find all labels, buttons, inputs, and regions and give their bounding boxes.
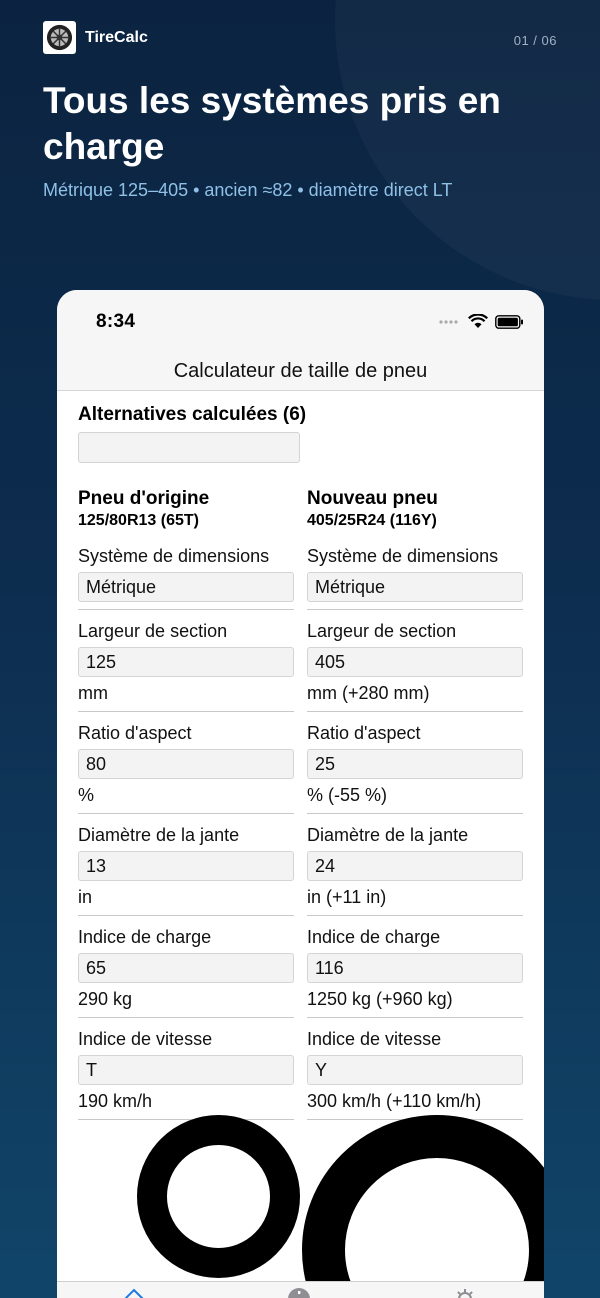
original-dimension-system-select[interactable]: Métrique <box>78 572 294 602</box>
signal-icon <box>439 319 461 325</box>
original-aspect-ratio-field <box>78 721 294 814</box>
field-unit: 290 kg <box>78 989 133 1009</box>
new-tire-visual <box>302 1115 544 1298</box>
alternatives-title: Alternatives calculées (6) <box>78 404 307 425</box>
field-unit: 300 km/h (+110 km/h) <box>307 1091 482 1111</box>
new-dimension-system-field <box>307 544 523 610</box>
field-label: Indice de charge <box>307 927 441 947</box>
field-unit: 1250 kg (+960 kg) <box>307 989 453 1009</box>
field-unit: in <box>78 887 93 907</box>
status-bar <box>57 290 544 354</box>
original-speed-index-field <box>78 1027 294 1120</box>
original-section-width-input[interactable]: 125 <box>78 647 294 677</box>
phone-screen <box>57 290 544 1298</box>
new-section-width-field <box>307 619 523 712</box>
new-aspect-ratio-input[interactable]: 25 <box>307 749 523 779</box>
alternatives-select[interactable] <box>78 432 300 463</box>
headline: Tous les systèmes pris en charge <box>43 80 501 167</box>
brand <box>43 21 148 54</box>
wifi-icon <box>468 314 488 329</box>
new-tire-size: 405/25R24 (116Y) <box>307 512 437 529</box>
new-rim-diameter-input[interactable]: 24 <box>307 851 523 881</box>
new-load-index-input[interactable]: 116 <box>307 953 523 983</box>
nav-title: Calculateur de taille de pneu <box>57 354 544 391</box>
field-label: Ratio d'aspect <box>78 723 192 743</box>
new-speed-index-field <box>307 1027 523 1120</box>
field-label: Diamètre de la jante <box>307 825 469 845</box>
new-tire-column <box>307 489 523 1120</box>
status-time: 8:34 <box>96 311 136 332</box>
info-icon[interactable] <box>287 1287 311 1298</box>
tire-wheel-icon <box>43 21 76 54</box>
field-unit: % <box>78 785 95 805</box>
original-tire-column <box>78 489 294 1120</box>
subline: Métrique 125–405 • ancien ≈82 • diamètre direct LT <box>43 180 453 200</box>
new-aspect-ratio-field <box>307 721 523 814</box>
home-icon[interactable] <box>121 1287 147 1298</box>
original-rim-diameter-field <box>78 823 294 916</box>
gear-icon[interactable] <box>453 1287 477 1298</box>
original-aspect-ratio-input[interactable]: 80 <box>78 749 294 779</box>
field-label: Système de dimensions <box>78 546 270 566</box>
field-label: Système de dimensions <box>307 546 499 566</box>
original-load-index-field <box>78 925 294 1018</box>
original-section-width-field <box>78 619 294 712</box>
field-unit: in (+11 in) <box>307 887 387 907</box>
field-label: Indice de charge <box>78 927 212 947</box>
field-unit: 190 km/h <box>78 1091 153 1111</box>
field-label: Diamètre de la jante <box>78 825 240 845</box>
field-label: Largeur de section <box>78 621 228 641</box>
original-dimension-system-field <box>78 544 294 610</box>
field-unit: mm (+280 mm) <box>307 683 430 703</box>
original-tire-visual <box>137 1115 300 1278</box>
field-unit: % (-55 %) <box>307 785 388 805</box>
new-section-width-input[interactable]: 405 <box>307 647 523 677</box>
new-load-index-field <box>307 925 523 1018</box>
original-speed-index-input[interactable]: T <box>78 1055 294 1085</box>
brand-name: TireCalc <box>85 28 148 46</box>
new-speed-index-input[interactable]: Y <box>307 1055 523 1085</box>
page-indicator: 01 / 06 <box>513 33 557 48</box>
new-tire-title: Nouveau pneu <box>307 488 438 509</box>
original-tire-title: Pneu d'origine <box>78 488 210 509</box>
battery-icon <box>495 315 524 329</box>
new-dimension-system-select[interactable]: Métrique <box>307 572 523 602</box>
tab-bar <box>57 1281 544 1298</box>
new-rim-diameter-field <box>307 823 523 916</box>
original-load-index-input[interactable]: 65 <box>78 953 294 983</box>
field-unit: mm <box>78 683 108 703</box>
field-label: Indice de vitesse <box>78 1029 213 1049</box>
field-label: Indice de vitesse <box>307 1029 442 1049</box>
original-tire-size: 125/80R13 (65T) <box>78 512 199 529</box>
status-icons <box>439 314 524 329</box>
calculator-content <box>57 391 544 1120</box>
tire-columns <box>78 489 523 1120</box>
field-label: Largeur de section <box>307 621 457 641</box>
original-rim-diameter-input[interactable]: 13 <box>78 851 294 881</box>
field-label: Ratio d'aspect <box>307 723 421 743</box>
